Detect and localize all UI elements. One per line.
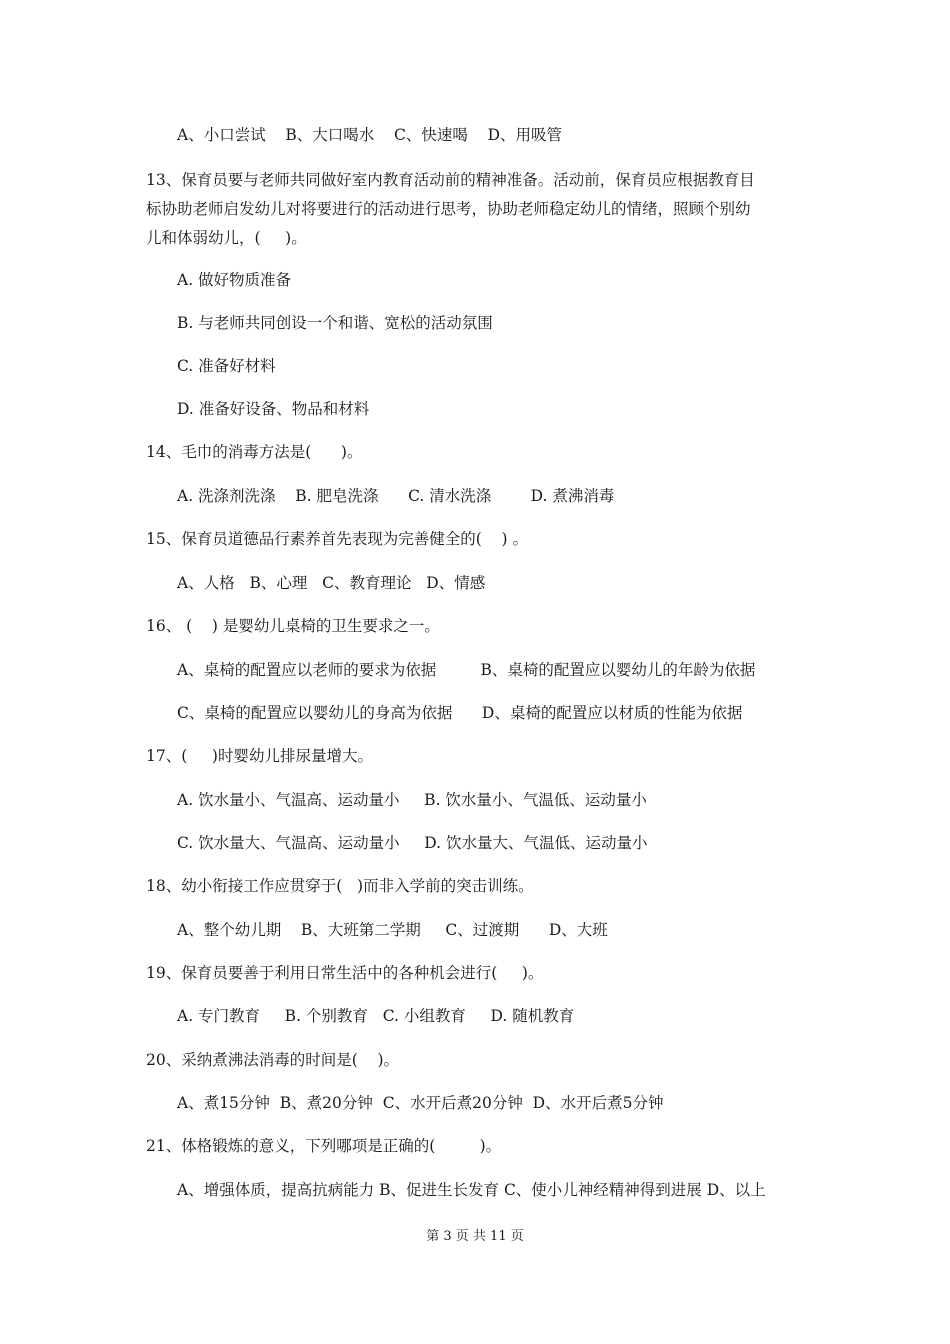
answer-options: D. 准备好设备、物品和材料 (177, 400, 370, 418)
answer-options: A、煮15分钟 B、煮20分钟 C、水开后煮20分钟 D、水开后煮5分钟 (177, 1094, 664, 1112)
question-text: 20、采纳煮沸法消毒的时间是( )。 (146, 1051, 400, 1069)
answer-options: A、人格 B、心理 C、教育理论 D、情感 (177, 574, 486, 592)
question-text: 19、保育员要善于利用日常生活中的各种机会进行( )。 (146, 964, 544, 982)
question-text: 14、毛巾的消毒方法是( )。 (146, 443, 363, 461)
question-text-continued: 儿和体弱幼儿，( )。 (146, 229, 307, 247)
question-text: 13、保育员要与老师共同做好室内教育活动前的精神准备。活动前，保育员应根据教育目 (146, 171, 755, 189)
answer-options: A、小口尝试 B、大口喝水 C、快速喝 D、用吸管 (177, 126, 562, 144)
question-text-continued: 标协助老师启发幼儿对将要进行的活动进行思考，协助老师稳定幼儿的情绪，照顾个别幼 (146, 200, 751, 218)
answer-options: C. 准备好材料 (177, 357, 276, 375)
answer-options: C. 饮水量大、气温高、运动量小 D. 饮水量大、气温低、运动量小 (177, 834, 648, 852)
answer-options: A. 做好物质准备 (177, 271, 292, 289)
question-text: 21、体格锻炼的意义，下列哪项是正确的( )。 (146, 1137, 502, 1155)
answer-options: A、桌椅的配置应以老师的要求为依据 B、桌椅的配置应以婴幼儿的年龄为依据 (177, 661, 756, 679)
answer-options: A. 洗涤剂洗涤 B. 肥皂洗涤 C. 清水洗涤 D. 煮沸消毒 (177, 487, 615, 505)
question-text: 17、( )时婴幼儿排尿量增大。 (146, 747, 373, 765)
answer-options: C、桌椅的配置应以婴幼儿的身高为依据 D、桌椅的配置应以材质的性能为依据 (177, 704, 743, 722)
answer-options: B. 与老师共同创设一个和谐、宽松的活动氛围 (177, 314, 493, 332)
answer-options: A. 饮水量小、气温高、运动量小 B. 饮水量小、气温低、运动量小 (177, 791, 647, 809)
answer-options: A、增强体质，提高抗病能力 B、促进生长发育 C、使小儿神经精神得到进展 D、以上 (177, 1181, 766, 1199)
question-text: 15、保育员道德品行素养首先表现为完善健全的( ) 。 (146, 530, 528, 548)
question-text: 16、 ( ) 是婴幼儿桌椅的卫生要求之一。 (146, 617, 440, 635)
answer-options: A、整个幼儿期 B、大班第二学期 C、过渡期 D、大班 (177, 921, 608, 939)
page-number: 第 3 页 共 11 页 (426, 1229, 524, 1244)
answer-options: A. 专门教育 B. 个别教育 C. 小组教育 D. 随机教育 (177, 1007, 575, 1025)
question-text: 18、幼小衔接工作应贯穿于( )而非入学前的突击训练。 (146, 877, 534, 895)
